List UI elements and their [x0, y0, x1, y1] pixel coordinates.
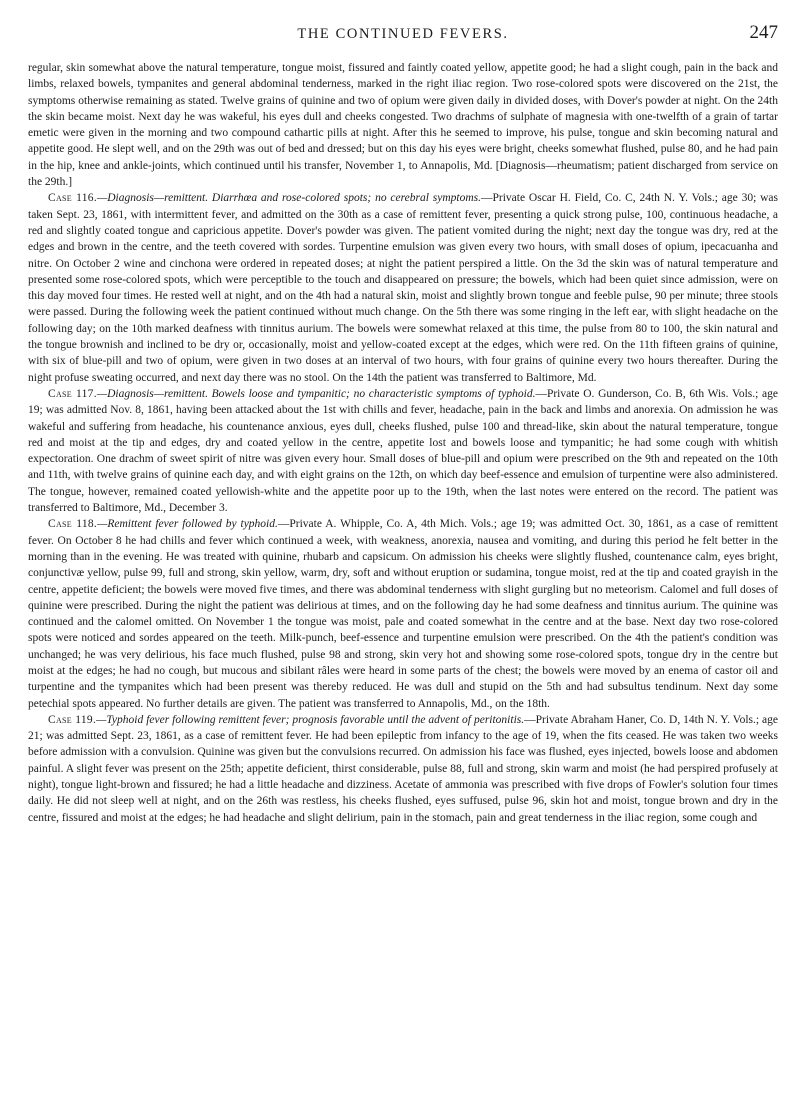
case-paragraph — [28, 386, 778, 516]
case-label: Case 116. — [48, 192, 98, 205]
running-title: THE CONTINUED FEVERS. — [297, 26, 509, 42]
case-text: —Private Oscar H. Field, Co. C, 24th N. Y. Vols.; age 30; was taken Sept. 23, 1861, with intermittent fever, and admitted on the 30th as a case of remittent fever, presenting a quick strong pulse, 100, continuous headache, a red and slightly coated tongue and capricious appetite. Dover's powder was given. The patient vomited during the night; next day the tongue was dry, red at the edges and brown in the centre, and the teeth covered with sordes. Turpentine emulsion was given every two hours, with small doses of opium, ipecacuanha and nitre. On October 2 wine and cinchona were ordered in repeated doses; at night the patient perspired a little. On the 3d the skin was of natural temperature and presented some rose-colored spots, which were perceptible to the touch and disappeared on pressure; the bowels, which had been quiet since admission, were on this day moved four times. He rested well at night, and on the 4th had a natural skin, moist and slightly brown tongue and feeble pulse, 90 per minute; three stools were passed. During the following week the patient continued without much change. On the 5th there was some ringing in the left ear, with slight headache on the following day; on the 10th marked deafness with tinnitus aurium. The bowels were somewhat relaxed at this time, the pulse from 80 to 100, the skin natural and the tongue brownish and inclined to be dry or, occasionally, moist and yellow-coated except at the edges, which were red. On the 11th fifteen grains of quinine, with six of blue-pill and two of opium, were given in two doses at an interval of two hours, with four grains of quinine every two hours thereafter. During the night profuse sweating occurred, and next day there was no stool. On the 14th the patient was transferred to Baltimore, Md. — [28, 192, 779, 384]
case-text: —Private O. Gunderson, Co. B, 6th Wis. Vols.; age 19; was admitted Nov. 8, 1861, having been attacked about the 1st with chills and fever, headache, pain in the back and limbs and anorexia. On admission he was wakeful and suffering from headache, his countenance anxious, eyes dull, cheeks flushed, pulse 100 and thread-like, skin about the natural temperature, tongue red and moist at the tip and edges, dry and coated yellow in the centre, appetite lost and bowels loose and tympanitic; he had some cough with whitish expectoration. One drachm of sweet spirit of nitre was given every hour. Small doses of blue-pill and opium were prescribed on the 9th and repeated on the 10th and 11th, with twelve grains of quinine each day, and with eight grains on the 12th, on which day beef-essence and emulsion of turpentine were also administered. The tongue, however, remained coated yellowish-white and the appetite poor up to the 19th, when the last notes were entered on the record. The patient was transferred to Baltimore, Md., December 3. — [28, 387, 778, 515]
page-header — [28, 22, 778, 60]
case-paragraph — [28, 190, 778, 386]
case-title: —Remittent fever followed by typhoid. — [97, 518, 278, 531]
page-number: 247 — [749, 22, 778, 43]
case-text: —Private Abraham Haner, Co. D, 14th N. Y. Vols.; age 21; was admitted Sept. 23, 1861, as a case of remittent fever. He had been epileptic from infancy to the age of 19, when the fits ceased. He was taken two weeks before admission with a convulsion. Quinine was given but the convulsions recurred. On admission his face was flushed, eyes injected, bowels loose and abdomen painful. A slight fever was present on the 25th; appetite deficient, thirst considerable, pulse 88, full and strong, skin warm and moist (he had perspired profusely at night), tongue light-brown and fissured; he had a little headache and dizziness. Acetate of ammonia was prescribed with five drops of Fowler's solution four times daily. He did not sleep well at night, and on the 26th was restless, his cheeks flushed, eyes suffused, pulse 96, skin hot and moist, tongue brown and dry in the centre, fissured and moist at the edges; he had headache and slight delirium, pain in the stomach, pain and great tenderness in the iliac region, some cough and — [28, 713, 779, 824]
case-label: Case 119. — [48, 713, 97, 726]
book-page — [28, 22, 778, 826]
case-title: —Diagnosis—remittent. Diarrhœa and rose-colored spots; no cerebral symptoms. — [97, 192, 482, 205]
case-label: Case 118. — [48, 518, 98, 531]
page-body — [28, 60, 778, 826]
case-title: —Diagnosis—remittent. Bowels loose and tympanitic; no characteristic symptoms of typhoid. — [96, 387, 536, 400]
continuation-paragraph: regular, skin somewhat above the natural temperature, tongue moist, fissured and faintly coated yellow, appetite good; he had a slight cough, pain in the back and limbs, relaxed bowels, tympanites and general abdominal tenderness, marked in the right iliac region. Two rose-colored spots were discovered on the 21st, the symptoms otherwise remaining as stated. Twelve grains of quinine and two of opium were given daily in divided doses, with Dover's powder at night. On the 24th the skin became moist. Next day he was wakeful, his eyes dull and cheeks congested. Two drachms of sulphate of magnesia with one-twelfth of a grain of tartar emetic were given in the morning and two compound cathartic pills at night. After this he seemed to improve, his pulse, tongue and skin becoming natural and appetite good. He slept well, and on the 29th was out of bed and dressed; but on this day his eyes were bright, cheeks somewhat flushed, pulse 80, and he had pain in the hip, knee and ankle-joints, which continued until his transfer, November 1, to Annapolis, Md. [Diagnosis—rheumatism; patient discharged from service on the 29th.] — [28, 62, 778, 189]
case-title: —Typhoid fever following remittent fever; prognosis favorable until the advent of peritonitis. — [96, 713, 525, 726]
case-paragraph — [28, 516, 778, 712]
case-label: Case 117. — [48, 387, 97, 400]
case-paragraph — [28, 712, 778, 826]
case-text: —Private A. Whipple, Co. A, 4th Mich. Vols.; age 19; was admitted Oct. 30, 1861, as a case of remittent fever. On October 8 he had chills and fever which continued a week, with weakness, anorexia, nausea and vomiting, and during this period he felt better in the morning than in the evening. He was treated with quinine, rhubarb and capsicum. On admission his cheeks were slightly flushed, countenance calm, eyes bright, conjunctivæ yellow, pulse 99, full and strong, skin yellow, warm, dry, soft and without eruption or sudamina, tongue moist, red at the tip and coated grayish in the centre, appetite deficient; the bowels were moved five times, and there was abdominal tenderness with slight gurgling but no meteorism. Calomel and full doses of quinine were prescribed. During the night the patient was delirious at times, and on the following day he had some deafness and tinnitus aurium. The quinine was continued and the calomel omitted. On November 1 the tongue was moist, pale and coated somewhat in the centre and at the base. Next day two rose-colored spots were noticed and sordes appeared on the teeth. Milk-punch, beef-essence and turpentine emulsion were prescribed. On the 4th the patient's condition was unchanged; he was very delirious, his face much flushed, pulse 98 and strong, skin very hot and showing some rose-colored spots, tongue dry in the centre but moist at the edges; he had no cough, but mucous and sibilant râles were heard in some parts of the chest; the bowels were moved by an enema of castor oil and turpentine and the tympanites which had been present was thereby reduced. He was dull and stupid on the 5th and had subsultus tendinum. Next day some petechial spots appeared. No further details are given. The patient was transferred to Annapolis, Md., on the 18th. — [28, 518, 779, 710]
